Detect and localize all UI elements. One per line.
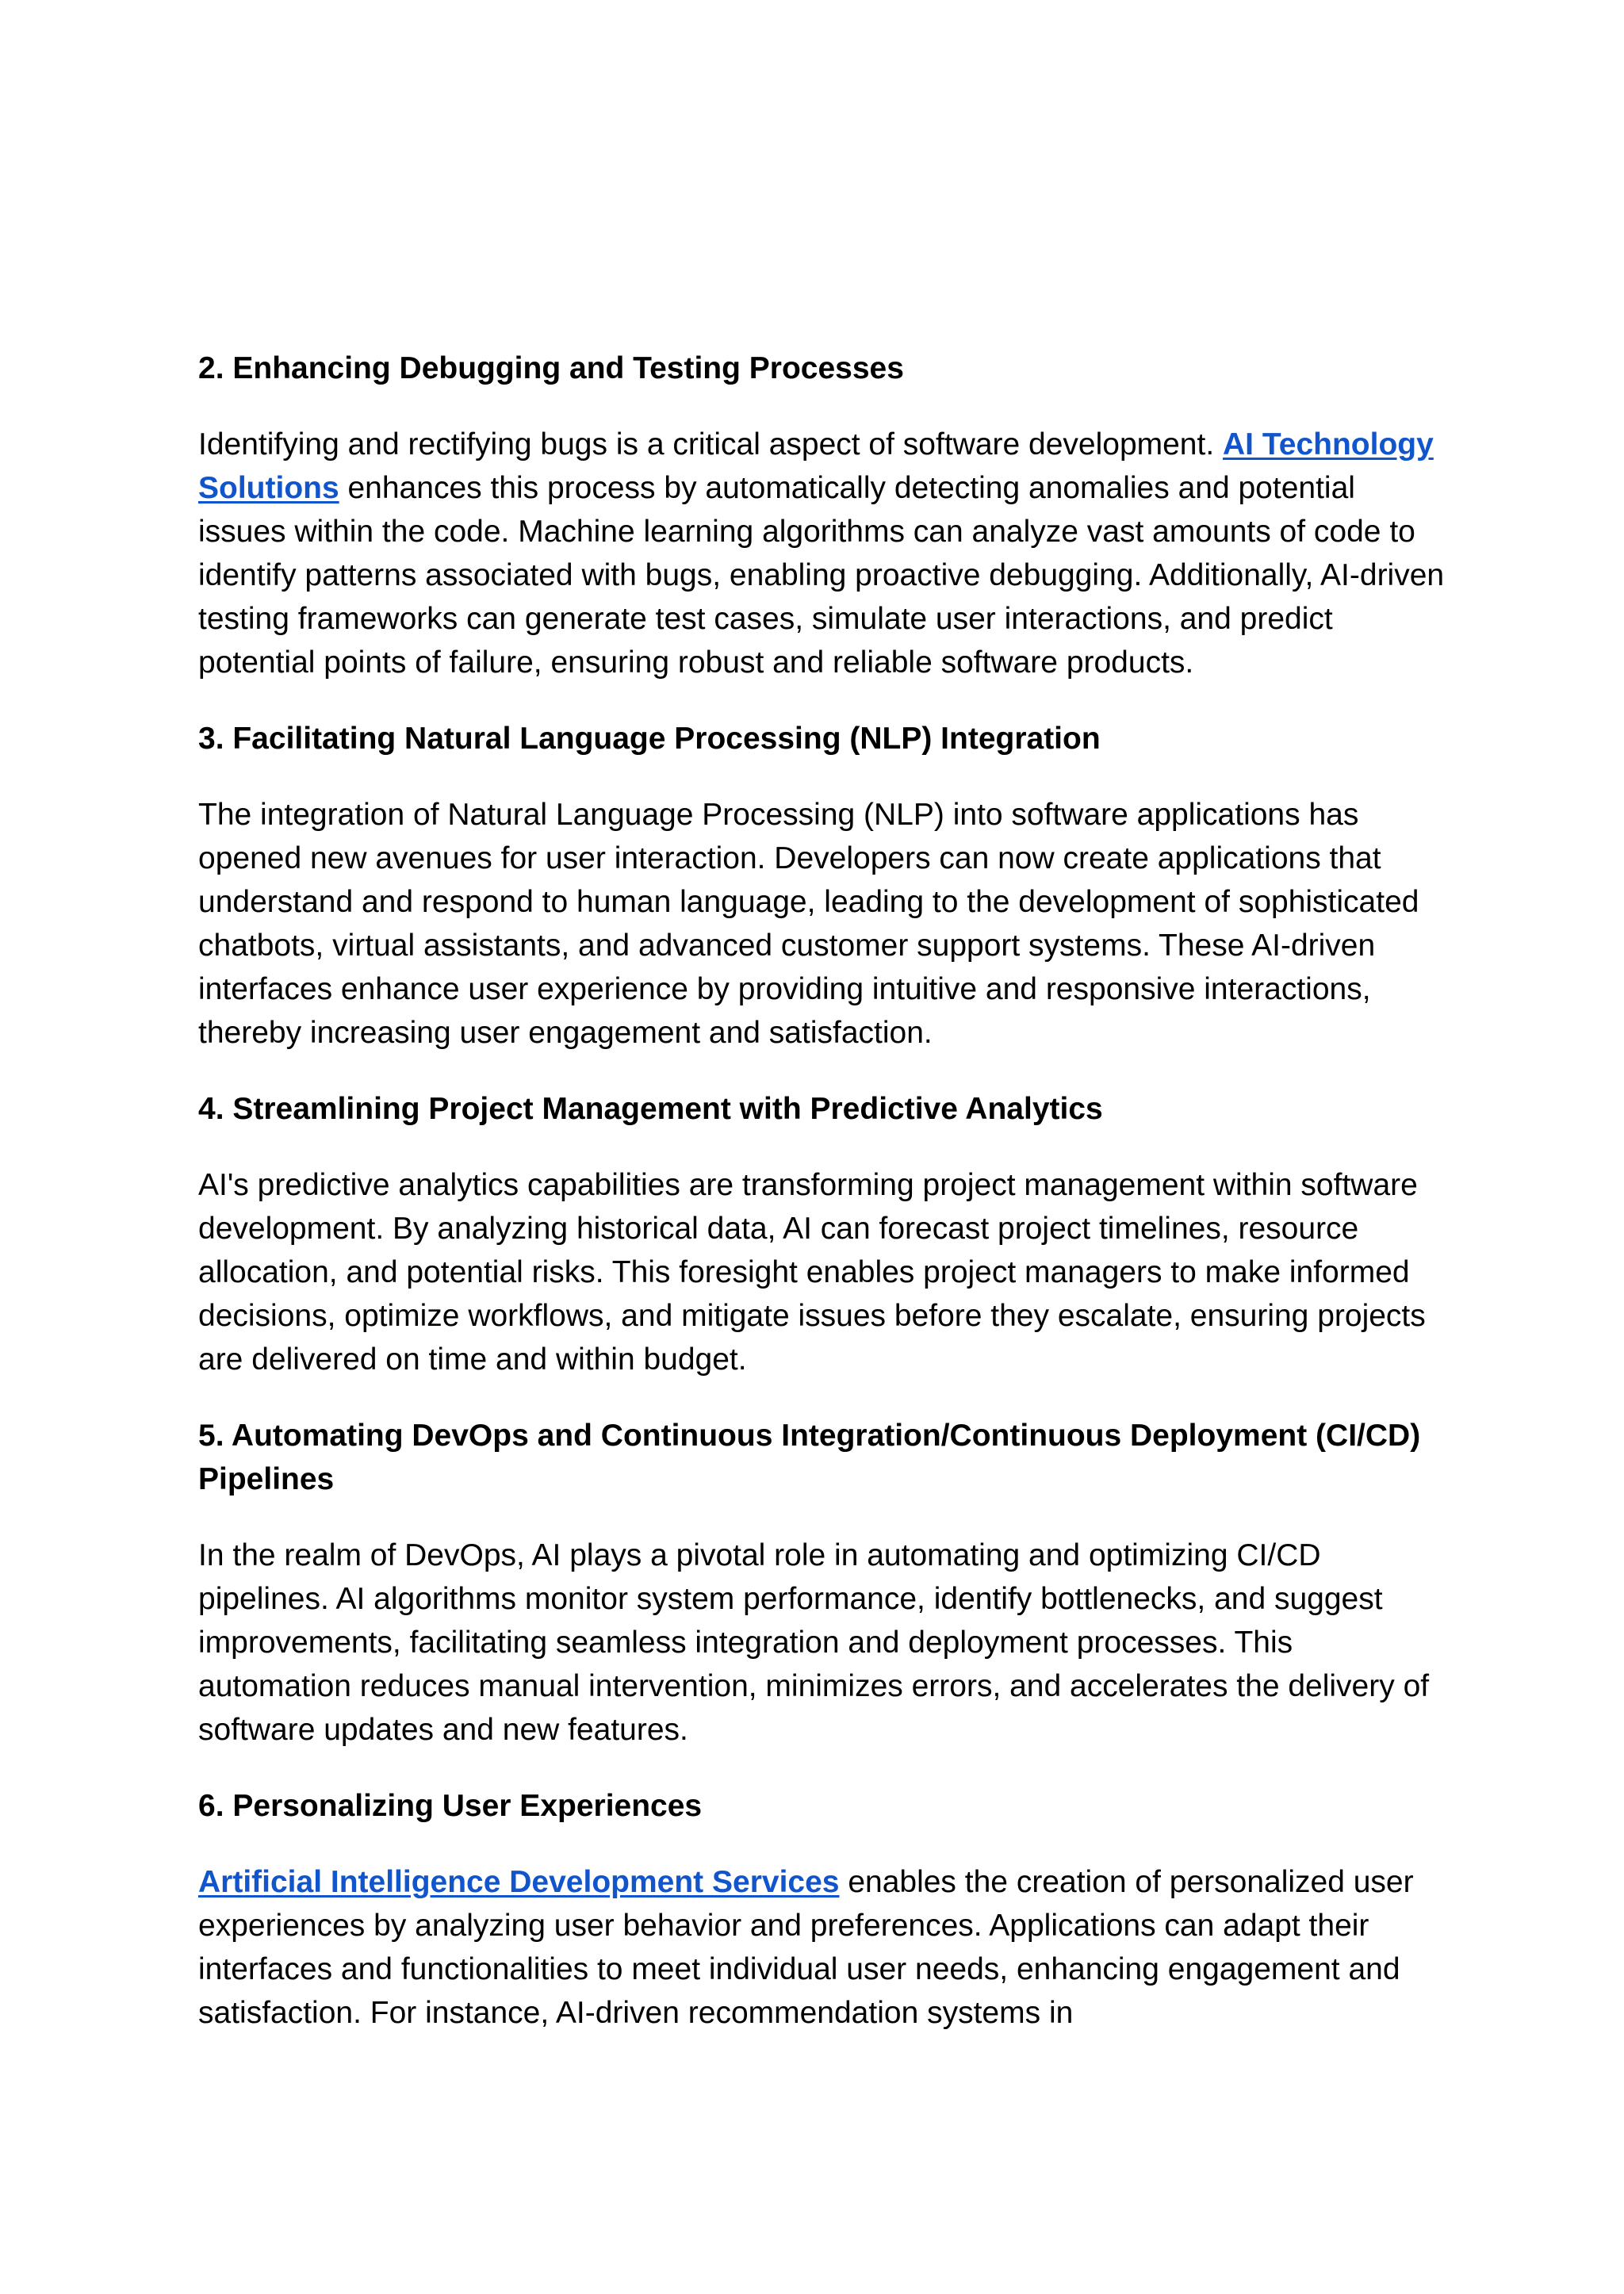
section-heading-personalization: 6. Personalizing User Experiences [198,1789,703,1823]
paragraph-text: Identifying and rectifying bugs is a critical aspect of software development. [198,427,1224,461]
section-paragraph-personalization [198,1860,1451,2035]
ai-technology-solutions-link[interactable]: AI Technology Solutions [198,427,1434,505]
section-heading-debugging: 2. Enhancing Debugging and Testing Processes [198,351,904,385]
paragraph-text: enables the creation of personalized user experiences by analyzing user behavior and preferences. Applications can adapt their interfaces and functionalities to meet individual user needs, enhancing engagement and satisfaction. For instance, AI-driven recommendation systems in [198,1865,1414,2030]
document-body [198,347,1451,2067]
ai-development-services-link[interactable]: Artificial Intelligence Development Services [198,1865,840,1899]
paragraph-text: enhances this process by automatically detecting anomalies and potential issues within the code. Machine learning algorithms can analyze vast amounts of code to identify patterns associated with bugs, enabling proactive debugging. Additionally, AI-driven testing frameworks can generate test cases, simulate user interactions, and predict potential points of failure, ensuring robust and reliable software products. [198,471,1445,680]
section-heading-project-management: 4. Streamlining Project Management with Predictive Analytics [198,1092,1103,1126]
section-paragraph-project-management: AI's predictive analytics capabilities are transforming project management within software development. By analyzing historical data, AI can forecast project timelines, resource allocation, and potential risks. This foresight enables project managers to make informed decisions, optimize workflows, and mitigate issues before they escalate, ensuring projects are delivered on time and within budget. [198,1168,1426,1377]
section-heading-nlp: 3. Facilitating Natural Language Processing (NLP) Integration [198,722,1101,756]
section-paragraph-devops: In the realm of DevOps, AI plays a pivotal role in automating and optimizing CI/CD pipelines. AI algorithms monitor system performance, identify bottlenecks, and suggest improvements, facilitating seamless integration and deployment processes. This automation reduces manual intervention, minimizes errors, and accelerates the delivery of software updates and new features. [198,1538,1430,1747]
section-heading-devops: 5. Automating DevOps and Continuous Integration/Continuous Deployment (CI/CD) Pipelines [198,1419,1421,1496]
section-paragraph-debugging [198,423,1451,684]
section-paragraph-nlp: The integration of Natural Language Processing (NLP) into software applications has opened new avenues for user interaction. Developers can now create applications that understand and respond to human language, leading to the development of sophisticated chatbots, virtual assistants, and advanced customer support systems. These AI-driven interfaces enhance user experience by providing intuitive and responsive interactions, thereby increasing user engagement and satisfaction. [198,798,1419,1050]
